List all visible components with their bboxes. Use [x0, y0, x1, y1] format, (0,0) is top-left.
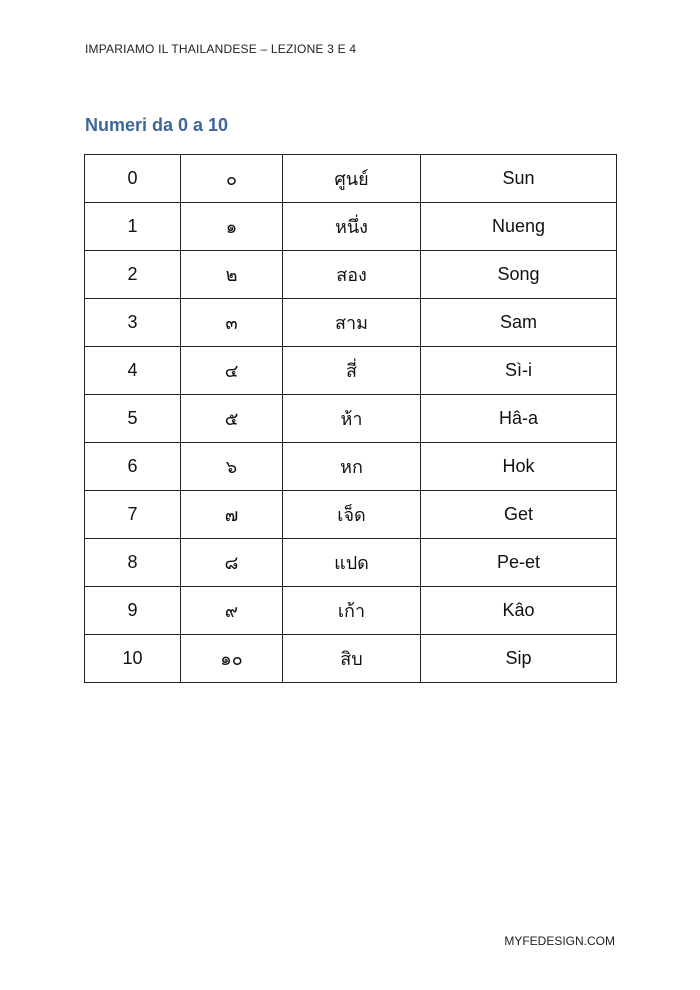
- transliteration: Sip: [421, 635, 617, 683]
- thai-word: สอง: [283, 251, 421, 299]
- transliteration: Hâ-a: [421, 395, 617, 443]
- thai-word: สิบ: [283, 635, 421, 683]
- table-row: [85, 299, 617, 347]
- arabic-numeral: 8: [85, 539, 181, 587]
- numbers-table: [84, 154, 617, 683]
- transliteration: Kâo: [421, 587, 617, 635]
- transliteration: Song: [421, 251, 617, 299]
- thai-digit: ๓: [181, 299, 283, 347]
- transliteration: Pe-et: [421, 539, 617, 587]
- thai-digit: ๔: [181, 347, 283, 395]
- table-row: [85, 539, 617, 587]
- thai-word: สาม: [283, 299, 421, 347]
- transliteration: Hok: [421, 443, 617, 491]
- arabic-numeral: 9: [85, 587, 181, 635]
- table-row: [85, 251, 617, 299]
- thai-digit: ๑๐: [181, 635, 283, 683]
- thai-digit: ๘: [181, 539, 283, 587]
- table-row: [85, 587, 617, 635]
- arabic-numeral: 5: [85, 395, 181, 443]
- thai-digit: ๒: [181, 251, 283, 299]
- thai-word: สี่: [283, 347, 421, 395]
- transliteration: Sam: [421, 299, 617, 347]
- table-row: [85, 491, 617, 539]
- thai-word: แปด: [283, 539, 421, 587]
- table-row: [85, 347, 617, 395]
- arabic-numeral: 2: [85, 251, 181, 299]
- arabic-numeral: 0: [85, 155, 181, 203]
- thai-digit: ๖: [181, 443, 283, 491]
- page-header: IMPARIAMO IL THAILANDESE – LEZIONE 3 E 4: [85, 42, 357, 56]
- thai-digit: ๕: [181, 395, 283, 443]
- transliteration: Sì-i: [421, 347, 617, 395]
- table-row: [85, 395, 617, 443]
- transliteration: Sun: [421, 155, 617, 203]
- table-row: [85, 443, 617, 491]
- arabic-numeral: 4: [85, 347, 181, 395]
- thai-digit: ๐: [181, 155, 283, 203]
- thai-digit: ๑: [181, 203, 283, 251]
- thai-word: หนึ่ง: [283, 203, 421, 251]
- thai-word: เจ็ด: [283, 491, 421, 539]
- arabic-numeral: 6: [85, 443, 181, 491]
- thai-word: เก้า: [283, 587, 421, 635]
- table-row: [85, 203, 617, 251]
- thai-digit: ๙: [181, 587, 283, 635]
- thai-digit: ๗: [181, 491, 283, 539]
- table-row: [85, 635, 617, 683]
- arabic-numeral: 3: [85, 299, 181, 347]
- arabic-numeral: 7: [85, 491, 181, 539]
- thai-word: ห้า: [283, 395, 421, 443]
- page-footer: MYFEDESIGN.COM: [504, 934, 615, 948]
- transliteration: Nueng: [421, 203, 617, 251]
- table-row: [85, 155, 617, 203]
- thai-word: ศูนย์: [283, 155, 421, 203]
- transliteration: Get: [421, 491, 617, 539]
- section-title: Numeri da 0 a 10: [85, 115, 229, 135]
- arabic-numeral: 10: [85, 635, 181, 683]
- thai-word: หก: [283, 443, 421, 491]
- arabic-numeral: 1: [85, 203, 181, 251]
